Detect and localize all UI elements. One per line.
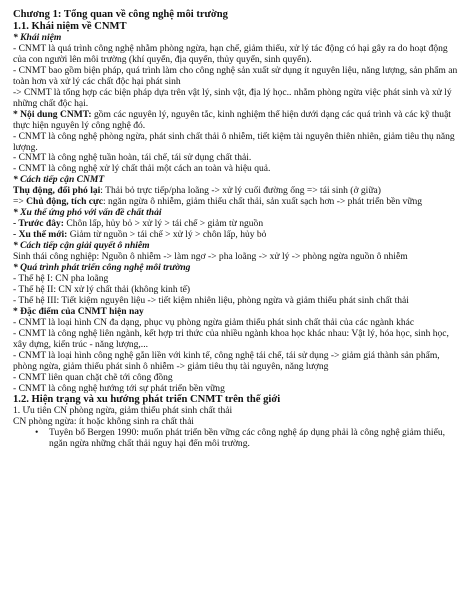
inline-bold-label: * Nội dung CNMT: (13, 108, 92, 120)
paragraph: - CNMT là công nghệ tuần hoàn, tái chế, tái sử dụng chất thải. (13, 152, 252, 164)
section-heading-1-1: 1.1. Khái niệm về CNMT (13, 21, 127, 32)
section-heading-1-2: 1.2. Hiện trạng và xu hướng phát triển CNMT trên thế giới (13, 394, 281, 406)
paragraph: - CNMT là công nghệ liên ngành, kết hợp tri thức của nhiều ngành khoa học khác nhau: Vật lý, hóa học, sinh học, xây dựng, kiến trúc - năng lượng,... (13, 327, 449, 350)
paragraph: - CNMT bao gồm biện pháp, quá trình làm cho công nghệ sản xuất sử dụng ít nguyên liệu, năng lượng, sản phẩm an toàn hơn và xử lý các chất độc hại phát sinh (13, 64, 458, 87)
bullet-text: Tuyên bố Bergen 1990: muốn phát triển bền vững các công nghệ áp dụng phải là công nghệ giảm thiểu, ngăn ngừa những chất thải nguy hại đến môi trường. (49, 427, 445, 450)
inline-bold-label: Thụ động, đối phó lại (13, 185, 101, 197)
paragraph: - Thế hệ I: CN pha loãng (13, 272, 109, 284)
paragraph-noi-dung (13, 110, 462, 132)
paragraph: Sinh thái công nghiệp: Nguồn ô nhiễm -> làm ngơ -> pha loãng -> xử lý -> phòng ngừa nguồn ô nhiễm (13, 251, 408, 263)
paragraph: - CNMT là công nghệ hướng tới sự phát triển bền vững (13, 382, 225, 394)
inline-text: : Thải bỏ trực tiếp/pha loãng -> xử lý cuối đường ống => tái sinh (ở giữa) (100, 185, 381, 197)
paragraph: - CNMT là loại hình CN đa dạng, phục vụ phòng ngừa giảm thiểu phát sinh chất thải của các ngành khác (13, 316, 415, 328)
subheading-dac-diem: * Đặc điểm của CNMT hiện nay (13, 305, 144, 317)
inline-text: gồm các nguyên lý, nguyên tắc, kinh nghiệm thể hiện dưới dạng các quá trình và các kỹ thuật thực hiện nguyên lý công nghệ đó. (13, 108, 451, 131)
paragraph: 1. Ưu tiên CN phòng ngừa, giảm thiểu phát sinh chất thải (13, 405, 233, 417)
paragraph: - CNMT là công nghệ phòng ngừa, phát sinh chất thải ô nhiễm, tiết kiệm tài nguyên thiên nhiên, giảm tiêu thụ năng lượng. (13, 130, 455, 153)
paragraph: - Thế hệ II: CN xử lý chất thải (không kinh tế) (13, 283, 191, 295)
subheading-cach-tiep-can: * Cách tiếp cận CNMT (13, 174, 105, 186)
paragraph: CN phòng ngừa: ít hoặc không sinh ra chất thải (13, 416, 194, 428)
subheading-xu-the: * Xu thế ứng phó với vấn đề chất thải (13, 207, 162, 219)
bullet-list-item (13, 428, 462, 450)
inline-text: => (13, 196, 27, 208)
paragraph: - CNMT là quá trình công nghệ nhằm phòng ngừa, hạn chế, giảm thiểu, xử lý tác động có hại gây ra do hoạt động của con người lên môi trường (khí quyển, địa quyển, thủy quyển, sinh quyển). (13, 42, 448, 65)
subheading-qua-trinh: * Quá trình phát triển công nghệ môi trường (13, 262, 191, 274)
paragraph: - CNMT là loại hình công nghệ gắn liền với kinh tế, công nghệ tái chế, tái sử dụng -> giảm giá thành sản phẩm, phòng ngừa, giảm thiểu phát sinh ô nhiễm -> giảm tiêu thụ tài nguyên, năng lượng (13, 349, 440, 372)
paragraph: - Thế hệ III: Tiết kiệm nguyên liệu -> tiết kiệm nhiên liệu, phòng ngừa và giảm thiểu phát sinh chất thải (13, 294, 409, 306)
paragraph: -> CNMT là tổng hợp các biện pháp dựa trên vật lý, sinh vật, địa lý học.. nhằm phòng ngừa việc phát sinh và xử lý những chất độc hại. (13, 86, 452, 109)
inline-bold-label: - Trước đây: (13, 218, 64, 230)
bullet-icon: • (35, 427, 39, 439)
inline-text: Chôn lấp, hủy bỏ > xử lý > tái chế > giảm từ nguồn (63, 218, 264, 230)
subheading-giai-quyet: * Cách tiếp cận giải quyết ô nhiễm (13, 240, 150, 252)
paragraph: - CNMT liên quan chặt chẽ tới công đồng (13, 371, 173, 383)
subheading-khai-niem: * Khái niệm (13, 32, 62, 43)
chapter-heading: Chương 1: Tổng quan về công nghệ môi trường (13, 9, 228, 20)
inline-bold-label: - Xu thế mới: (13, 229, 68, 241)
inline-bold-label: Chủ động, tích cực (26, 196, 103, 208)
paragraph: - CNMT là công nghệ xử lý chất thải một cách an toàn và hiệu quả. (13, 163, 271, 175)
inline-text: Giảm từ nguồn > tái chế > xử lý > chôn lấp, hủy bỏ (67, 229, 267, 241)
inline-text: : ngăn ngừa ô nhiễm, giảm thiểu chất thải, sản xuất sạch hơn -> phát triển bền vững (102, 196, 423, 208)
